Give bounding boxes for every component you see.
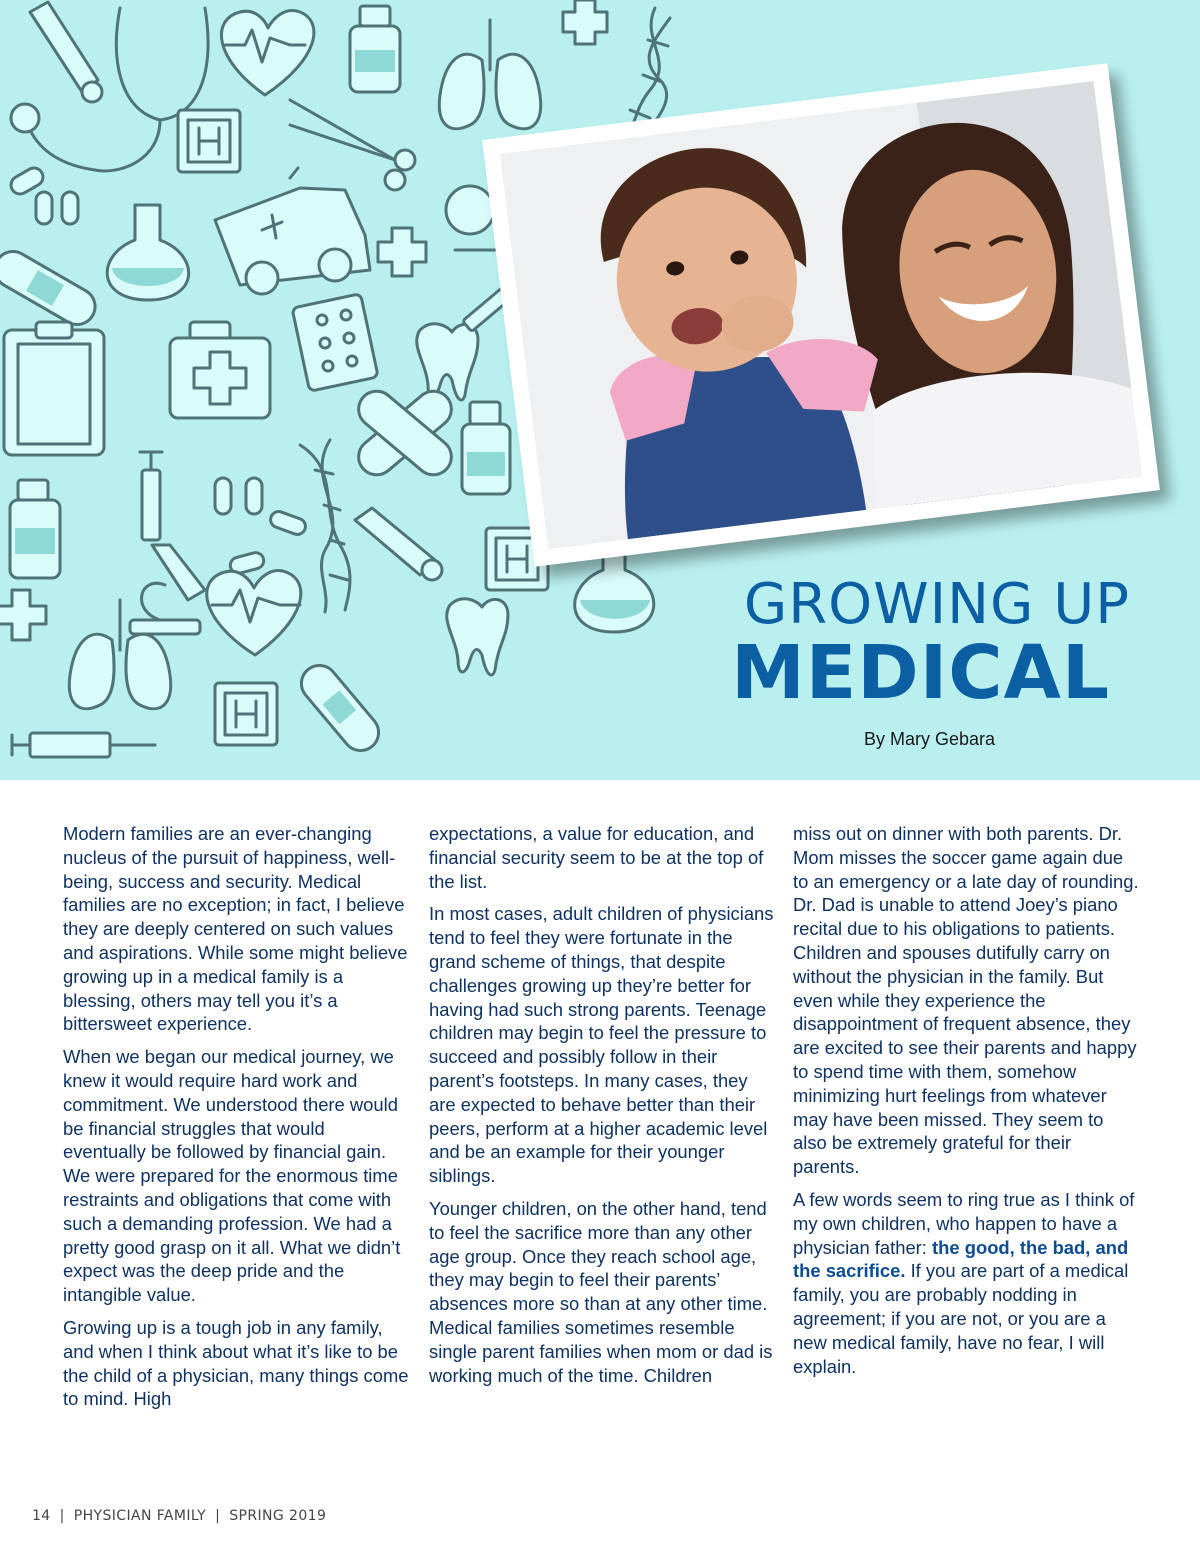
body-column-2 bbox=[429, 822, 775, 1396]
flask-icon bbox=[107, 205, 188, 300]
ambulance-icon bbox=[215, 168, 370, 294]
paragraph: In most cases, adult children of physicians tend to feel they were fortunate in the grand scheme of things, that despite challenges growing up they’re better for having had such strong parents. Teenage children may begin to feel the pressure to succeed and possibly follow in their parent’s footsteps. In many cases, they are expected to behave better than their peers, perform at a higher academic level and be an example for their younger siblings. bbox=[429, 903, 774, 1187]
paragraph: miss out on dinner with both parents. Dr. Mom misses the soccer game again due to an emergency or a late day of rounding. Dr. Dad is unable to attend Joey’s piano recital due to his obligations to patients. Children and spouses dutifully carry on without the physician in the family. But even while they experience the disappointment of frequent absence, they are excited to see their parents and happy to spend time with them, somehow minimizing hurt feelings from whatever may have been missed. They seem to also be extremely grateful for their parents. bbox=[793, 823, 1139, 1178]
paragraph: Growing up is a tough job in any family, and when I think about what it’s like to be the child of a physician, many things come to mind. High bbox=[63, 1316, 409, 1410]
pill-pack-icon bbox=[292, 294, 378, 392]
cross-icon bbox=[563, 0, 607, 44]
article-byline: By Mary Gebara bbox=[863, 729, 995, 749]
heart-pulse-icon bbox=[207, 571, 301, 655]
cross-icon bbox=[378, 228, 426, 276]
article-title-line1: GROWING UP bbox=[743, 572, 1130, 637]
page-number: 14 bbox=[32, 1508, 51, 1524]
thermometer-icon bbox=[355, 508, 442, 580]
syringe-icon bbox=[140, 452, 162, 540]
article-title-line2: MEDICAL bbox=[731, 630, 1110, 716]
body-column-1 bbox=[63, 822, 409, 1420]
hospital-sign-icon bbox=[178, 110, 240, 172]
pills-icon bbox=[8, 165, 78, 224]
capsule-icon bbox=[215, 478, 308, 575]
dna-icon bbox=[300, 440, 350, 612]
issue-date: SPRING 2019 bbox=[229, 1508, 327, 1524]
paragraph: Modern families are an ever-changing nucleus of the pursuit of happiness, well-being, success and security. Medical families are no exception; in fact, I believe they are deeply centered on such values and aspirations. While some might believe growing up in a medical family is a blessing, others may tell you it’s a bittersweet experience. bbox=[63, 823, 408, 1035]
highlighted-phrase: the good, the bad, and the sacrifice. bbox=[793, 1236, 1129, 1282]
footer-separator: | bbox=[59, 1508, 65, 1524]
lungs-icon bbox=[69, 600, 170, 709]
paragraph: When we began our medical journey, we knew it would require hard work and commitment. We understood there would be financial struggles that would eventually be followed by financial gain. We were prepared for the enormous time restraints and obligations that come with such a demanding profession. We had a pretty good grasp on it all. What we didn’t expect was the deep pride and the intangible value. bbox=[63, 1046, 401, 1306]
first-aid-kit-icon bbox=[170, 322, 270, 418]
tooth-icon bbox=[447, 599, 508, 675]
bandage-icon bbox=[351, 384, 458, 482]
medicine-bottle-icon bbox=[350, 6, 400, 92]
scissors-icon bbox=[290, 100, 415, 190]
tooth-icon bbox=[417, 324, 478, 400]
bandage-icon bbox=[294, 658, 386, 758]
medicine-bottle-icon bbox=[462, 402, 510, 494]
lungs-icon bbox=[439, 20, 540, 129]
thermometer-icon bbox=[30, 2, 102, 102]
paragraph: Younger children, on the other hand, tend to feel the sacrifice more than any other age group. Once they reach school age, they may begin to feel their parents’ absences more so than at any other time. Medical families sometimes resemble single parent families when mom or dad is working much of the time. Children bbox=[429, 1197, 773, 1386]
paragraph-text: If you are part of a medical family, you are probably nodding in agreement; if you are not, or you are a new medical family, have no fear, I will explain. bbox=[793, 1260, 1129, 1377]
hospital-sign-icon bbox=[215, 683, 277, 745]
syringe-icon bbox=[12, 733, 155, 757]
bandage-icon bbox=[0, 245, 102, 331]
page-footer bbox=[32, 1508, 326, 1524]
paragraph: expectations, a value for education, and financial security seem to be at the top of the list. bbox=[429, 823, 764, 892]
article-photo-frame bbox=[482, 63, 1160, 567]
paragraph bbox=[793, 1188, 1139, 1378]
mother-and-child-photo bbox=[500, 81, 1142, 549]
heart-pulse-icon bbox=[221, 11, 313, 95]
footer-separator: | bbox=[215, 1508, 221, 1524]
medicine-bottle-icon bbox=[10, 480, 60, 578]
body-column-3 bbox=[793, 822, 1139, 1387]
paragraph-text: A few words seem to ring true as I think of my own children, who happen to have a physician father: bbox=[793, 1188, 1135, 1258]
clipboard-icon bbox=[4, 322, 104, 455]
microscope-icon bbox=[446, 186, 495, 250]
microscope-icon bbox=[130, 545, 205, 634]
publication-name: PHYSICIAN FAMILY bbox=[73, 1508, 207, 1524]
cross-icon bbox=[0, 590, 46, 640]
